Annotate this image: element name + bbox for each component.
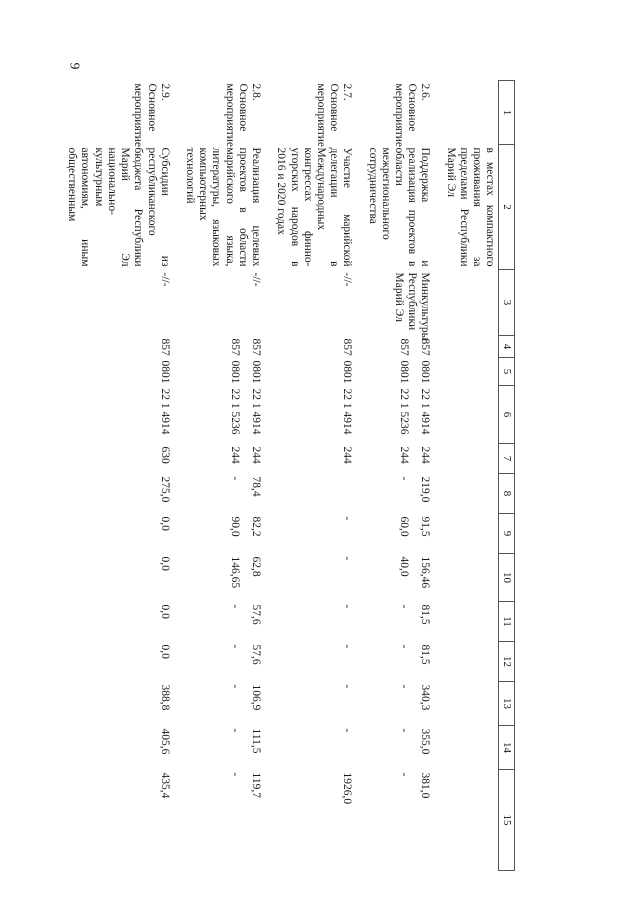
- header-col-7: 7: [499, 444, 515, 474]
- cell-c14: 405,6: [158, 728, 171, 755]
- cell-c11: -: [228, 604, 241, 609]
- cell-c5: 0801: [158, 360, 171, 384]
- cell-c6: 22 1 4914: [250, 388, 263, 435]
- cell-c8: 275,0: [158, 476, 171, 503]
- row-label: 2.7. Основное мероприятие: [314, 83, 354, 148]
- cell-c4: 857: [250, 338, 263, 356]
- row-description: Участие марийской делегации в Международных конгрессах финно-угорских народов в 2016 и 2020 годах: [275, 147, 354, 267]
- table-row: [272, 81, 363, 871]
- cell-c10: 0,0: [158, 556, 171, 571]
- row-executor: -//-: [341, 272, 354, 287]
- cell-c4: 857: [398, 338, 411, 356]
- cell-c8: 219,0: [419, 476, 432, 503]
- cell-c5: 0801: [398, 360, 411, 384]
- row-executor: -//-: [158, 272, 171, 287]
- cell-c14: 355,0: [419, 728, 432, 755]
- cell-c15: -: [398, 772, 411, 777]
- cell-c15: 381,0: [419, 772, 432, 799]
- row-label: 2.6. Основное мероприятие: [393, 83, 432, 148]
- cell-c9: 90,0: [228, 516, 241, 537]
- cell-c13: -: [398, 684, 411, 689]
- cell-c4: 857: [419, 338, 432, 356]
- header-col-11: 11: [499, 602, 515, 642]
- cell-c7: 244: [250, 446, 263, 464]
- cell-c5: 0801: [341, 360, 354, 384]
- cell-c15: -: [228, 772, 241, 777]
- header-col-6: 6: [499, 386, 515, 444]
- cell-c9: 91,5: [419, 516, 432, 537]
- cell-c5: 0801: [250, 360, 263, 384]
- cell-c13: -: [341, 684, 354, 689]
- header-col-1: 1: [499, 81, 515, 145]
- header-col-2: 2: [499, 145, 515, 270]
- cell-c10: -: [341, 556, 354, 561]
- cell-c13: -: [228, 684, 241, 689]
- cell-c10: 62,8: [250, 556, 263, 577]
- cell-c9: 0,0: [158, 516, 171, 531]
- cell-c4: 857: [228, 338, 241, 356]
- continuation-desc: в местах компактного проживания за пределами Республики Марий Эл: [444, 147, 497, 267]
- cell-c7: 244: [419, 446, 432, 464]
- table-body: [63, 81, 441, 871]
- table-row: [247, 81, 272, 871]
- cell-c9: 60,0: [398, 516, 411, 537]
- cell-c4: 857: [341, 338, 354, 356]
- row-description: Поддержка и реализация проектов в области межрегионального сотрудничества: [366, 147, 432, 267]
- cell-c11: 0,0: [158, 604, 171, 619]
- cell-c6: 22 1 4914: [341, 388, 354, 435]
- cell-c6: 22 1 4914: [158, 388, 171, 435]
- header-col-13: 13: [499, 682, 515, 726]
- cell-c12: 81,5: [419, 644, 432, 665]
- cell-c13: 340,3: [419, 684, 432, 711]
- cell-c8: 78,4: [250, 476, 263, 497]
- row-executor: -//-: [250, 272, 263, 287]
- row-executor: Минкультуры Республики Марий Эл: [393, 272, 432, 341]
- cell-c10: 156,46: [419, 556, 432, 589]
- table-row: [63, 81, 181, 871]
- cell-c7: 244: [398, 446, 411, 464]
- cell-c14: -: [228, 728, 241, 733]
- header-col-12: 12: [499, 642, 515, 682]
- cell-c11: -: [398, 604, 411, 609]
- header-col-3: 3: [499, 270, 515, 336]
- header-col-8: 8: [499, 474, 515, 514]
- cell-c10: 146,65: [228, 556, 241, 589]
- header-row: [499, 81, 515, 871]
- cell-c9: -: [341, 516, 354, 521]
- cell-c7: 244: [228, 446, 241, 464]
- header-col-9: 9: [499, 514, 515, 554]
- cell-c12: -: [228, 644, 241, 649]
- header-col-5: 5: [499, 358, 515, 386]
- cell-c8: -: [228, 476, 241, 481]
- cell-c7: 244: [341, 446, 354, 464]
- cell-c11: 81,5: [419, 604, 432, 625]
- cell-c12: 0,0: [158, 644, 171, 659]
- rotated-table-container: [66, 80, 515, 870]
- cell-c14: 111,5: [250, 728, 263, 754]
- cell-c14: -: [341, 728, 354, 733]
- cell-c10: 40,0: [398, 556, 411, 577]
- program-table: [63, 80, 515, 871]
- cell-c7: 630: [158, 446, 171, 464]
- row-description: Реализация целевых проектов в области марийского языка, литературы, языковых компьютерных технологий: [183, 147, 263, 267]
- cell-c6: 22 1 5236: [398, 388, 411, 435]
- cell-c13: 106,9: [250, 684, 263, 711]
- cell-c12: -: [341, 644, 354, 649]
- cell-c8: [272, 474, 363, 514]
- cell-c4: 857: [158, 338, 171, 356]
- row-label: 2.9. Основное мероприятие: [132, 83, 171, 148]
- cell-c12: 57,6: [250, 644, 263, 665]
- cell-c12: -: [398, 644, 411, 649]
- cell-c15: 435,4: [158, 772, 171, 799]
- header-col-4: 4: [499, 336, 515, 358]
- cell-c13: 388,8: [158, 684, 171, 711]
- page-number: 9: [66, 62, 82, 70]
- continuation-row: [441, 81, 498, 871]
- cell-c8: -: [398, 476, 411, 481]
- header-col-10: 10: [499, 554, 515, 602]
- cell-c11: 57,6: [250, 604, 263, 625]
- row-description: Субсидии из республиканского бюджета Республики Марий Эл национально-культурным автономиям, иным общественным: [66, 147, 171, 267]
- cell-c5: 0801: [419, 360, 432, 384]
- cell-c11: -: [341, 604, 354, 609]
- cell-c14: -: [398, 728, 411, 733]
- cell-c6: 22 1 4914: [419, 388, 432, 435]
- cell-c15: 1926,0: [341, 772, 354, 805]
- cell-c15: 119,7: [250, 772, 263, 798]
- row-label: 2.8. Основное мероприятие: [223, 83, 263, 148]
- table-row: [416, 81, 441, 871]
- cell-c6: 22 1 5236: [228, 388, 241, 435]
- cell-c9: 82,2: [250, 516, 263, 537]
- header-col-14: 14: [499, 726, 515, 770]
- header-col-15: 15: [499, 770, 515, 871]
- cell-c5: 0801: [228, 360, 241, 384]
